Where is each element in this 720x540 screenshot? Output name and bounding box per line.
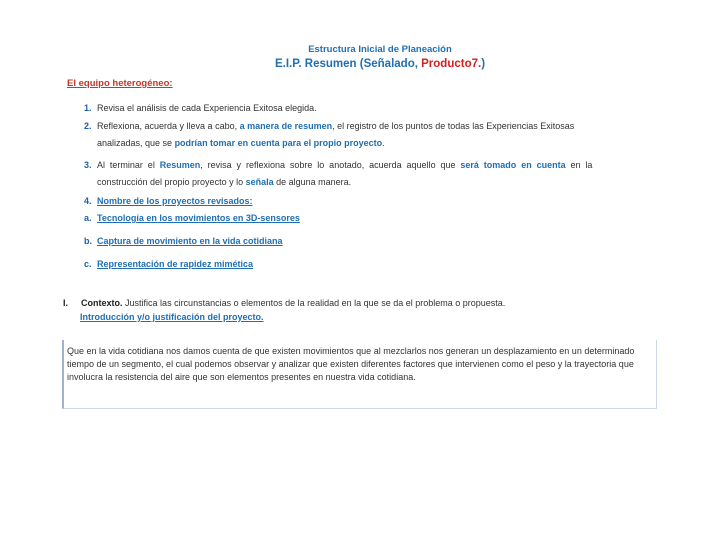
step-3-number: 3. — [84, 160, 92, 170]
step-3-hl2: será tomado en cuenta — [460, 160, 566, 170]
step-4-number: 4. — [84, 196, 92, 206]
context-text: Justifica las circunstancias o elementos de la realidad en la que se da el problema o propuesta. — [122, 298, 506, 308]
subtitle-suffix: ) — [481, 58, 486, 70]
step-4-text: Nombre de los proyectos revisados: — [97, 196, 253, 206]
context-roman: I. — [63, 298, 69, 308]
step-3-line2-pre: construcción del propio proyecto y lo — [97, 177, 246, 187]
step-2-line2-pre: analizadas, que se — [97, 138, 175, 148]
answer-text: Que en la vida cotidiana nos damos cuenta de que existen movimientos que al mezclarlos nos generan un desplazamiento en un determinado tiempo de un segmento, el cual podemos observar y analizar que existen diferentes factores que intervienen como el peso y la trayectoria que involucra la resistencia del aire que son elementos presentes en nuestra vida cotidiana. — [67, 346, 635, 382]
step-2-line2-highlight: podrían tomar en cuenta para el propio proyecto — [174, 138, 383, 148]
step-3-pre: Al terminar el — [97, 160, 160, 170]
step-2-number: 2. — [84, 121, 92, 131]
step-3-line2-end: de alguna manera. — [273, 177, 352, 187]
step-2-pre: Reflexiona, acuerda y lleva a cabo, — [97, 121, 240, 131]
step-2-line2-end: . — [382, 138, 385, 148]
step-2-mid: , el registro de los puntos de todas las Experiencias Exitosas — [332, 121, 575, 131]
context-label: Contexto. — [81, 298, 123, 308]
step-3-line2 — [97, 175, 351, 189]
project-b: Captura de movimiento en la vida cotidiana — [97, 236, 283, 246]
document-subtitle — [0, 58, 720, 70]
context-subheading: Introducción y/o justificación del proyecto. — [80, 312, 264, 322]
document-title: Estructura Inicial de Planeación — [308, 44, 452, 55]
step-1-text: Revisa el análisis de cada Experiencia Exitosa elegida. — [97, 103, 317, 113]
project-c-letter: c. — [84, 259, 92, 269]
context-section — [63, 296, 505, 324]
team-heading: El equipo heterogéneo: — [67, 78, 173, 89]
project-b-letter: b. — [84, 236, 92, 246]
step-2-line1 — [97, 119, 657, 133]
step-3-line1 — [97, 158, 662, 172]
step-3-line2-hl: señala — [245, 177, 274, 187]
subtitle-prefix: E.I.P. Resumen (Señalado, — [274, 58, 422, 70]
step-2-highlight: a manera de resumen — [239, 121, 333, 131]
step-3-mid: , revisa y reflexiona sobre lo anotado, acuerda aquello que — [200, 160, 461, 170]
subtitle-product: Producto7. — [421, 58, 482, 70]
step-3-end: en la — [565, 160, 593, 170]
project-a-letter: a. — [84, 213, 92, 223]
step-1-number: 1. — [84, 103, 92, 113]
step-2-line2 — [97, 136, 385, 150]
project-c: Representación de rapidez mimética — [97, 259, 254, 269]
project-a: Tecnología en los movimientos en 3D-sensores — [97, 213, 300, 223]
step-3-hl1: Resumen — [159, 160, 201, 170]
